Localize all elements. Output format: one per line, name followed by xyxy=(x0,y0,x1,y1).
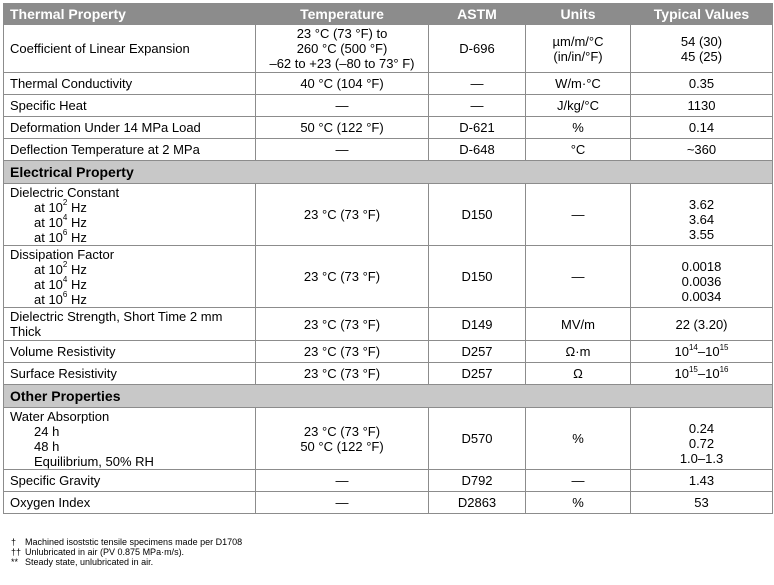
astm-cell: — xyxy=(429,73,526,95)
header-row xyxy=(4,4,773,25)
property-name: Specific Heat xyxy=(4,95,256,117)
value-cell: 0.14 xyxy=(631,117,773,139)
units-cell: — xyxy=(526,246,631,308)
table-row xyxy=(4,308,773,341)
units-cell: % xyxy=(526,408,631,470)
property-name: Specific Gravity xyxy=(4,470,256,492)
temperature-cell: — xyxy=(256,95,429,117)
astm-cell: D-696 xyxy=(429,25,526,73)
value-cell: 1130 xyxy=(631,95,773,117)
property-name: Dielectric Constant at $10^2$ Hz at $10^4$ Hz at $10^6$ Hz xyxy=(4,184,256,246)
value-cell: 0.24 0.72 1.0–1.3 xyxy=(631,408,773,470)
property-name: Thermal Conductivity xyxy=(4,73,256,95)
property-name: Surface Resistivity xyxy=(4,363,256,385)
table-row xyxy=(4,73,773,95)
property-name: Volume Resistivity xyxy=(4,341,256,363)
astm-cell: D150 xyxy=(429,184,526,246)
property-name: Oxygen Index xyxy=(4,492,256,514)
property-name: Deformation Under 14 MPa Load xyxy=(4,117,256,139)
units-cell: % xyxy=(526,492,631,514)
units-cell: µm/m/°C (in/in/°F) xyxy=(526,25,631,73)
units-cell: % xyxy=(526,117,631,139)
header-typical-values: Typical Values xyxy=(631,4,773,25)
units-cell: — xyxy=(526,184,631,246)
astm-cell: D150 xyxy=(429,246,526,308)
astm-cell: D257 xyxy=(429,341,526,363)
units-cell: °C xyxy=(526,139,631,161)
table-row xyxy=(4,363,773,385)
temperature-cell: 23 °C (73 °F) xyxy=(256,363,429,385)
table-row xyxy=(4,470,773,492)
header-thermal-property: Thermal Property xyxy=(4,4,256,25)
temperature-cell: 23 °C (73 °F) 50 °C (122 °F) xyxy=(256,408,429,470)
table-row xyxy=(4,341,773,363)
properties-table xyxy=(3,3,773,514)
header-units: Units xyxy=(526,4,631,25)
header-astm: ASTM xyxy=(429,4,526,25)
temperature-cell: 23 °C (73 °F) to 260 °C (500 °F) –62 to +23 (–80 to 73° F) xyxy=(256,25,429,73)
footnote: †† Unlubricated in air (PV 0.875 MPa·m/s). xyxy=(11,547,185,557)
footnote: ** Steady state, unlubricated in air. xyxy=(11,557,154,567)
section-title: Other Properties xyxy=(4,385,773,408)
table-row xyxy=(4,184,773,246)
table-row xyxy=(4,408,773,470)
property-name: Deflection Temperature at 2 MPa xyxy=(4,139,256,161)
property-name: Dissipation Factor at $10^2$ Hz at $10^4$ Hz at $10^6$ Hz xyxy=(4,246,256,308)
table-row xyxy=(4,139,773,161)
units-cell: Ω xyxy=(526,363,631,385)
units-cell: W/m·°C xyxy=(526,73,631,95)
footnotes xyxy=(11,537,242,567)
astm-cell: D2863 xyxy=(429,492,526,514)
astm-cell: D-648 xyxy=(429,139,526,161)
temperature-cell: 40 °C (104 °F) xyxy=(256,73,429,95)
value-cell: 22 (3.20) xyxy=(631,308,773,341)
value-cell: $10^{14}-10^{15}$ xyxy=(631,341,773,363)
temperature-cell: 23 °C (73 °F) xyxy=(256,308,429,341)
table-row xyxy=(4,246,773,308)
value-cell: ~360 xyxy=(631,139,773,161)
value-cell: $10^{15}-10^{16}$ xyxy=(631,363,773,385)
units-cell: MV/m xyxy=(526,308,631,341)
astm-cell: D257 xyxy=(429,363,526,385)
table-row xyxy=(4,117,773,139)
temperature-cell: — xyxy=(256,139,429,161)
temperature-cell: — xyxy=(256,470,429,492)
astm-cell: D792 xyxy=(429,470,526,492)
astm-cell: — xyxy=(429,95,526,117)
property-name: Water Absorption 24 h 48 h Equilibrium, 50% RH xyxy=(4,408,256,470)
temperature-cell: 23 °C (73 °F) xyxy=(256,184,429,246)
value-cell: 3.62 3.64 3.55 xyxy=(631,184,773,246)
value-cell: 0.35 xyxy=(631,73,773,95)
property-name: Dielectric Strength, Short Time 2 mm Thick xyxy=(4,308,256,341)
header-temperature: Temperature xyxy=(256,4,429,25)
table-row xyxy=(4,25,773,73)
value-cell: 54 (30) 45 (25) xyxy=(631,25,773,73)
astm-cell: D-621 xyxy=(429,117,526,139)
section-header-electrical xyxy=(4,161,773,184)
value-cell: 53 xyxy=(631,492,773,514)
temperature-cell: 23 °C (73 °F) xyxy=(256,341,429,363)
section-title: Electrical Property xyxy=(4,161,773,184)
temperature-cell: — xyxy=(256,492,429,514)
astm-cell: D149 xyxy=(429,308,526,341)
value-cell: 0.0018 0.0036 0.0034 xyxy=(631,246,773,308)
units-cell: Ω·m xyxy=(526,341,631,363)
temperature-cell: 50 °C (122 °F) xyxy=(256,117,429,139)
section-header-other xyxy=(4,385,773,408)
value-cell: 1.43 xyxy=(631,470,773,492)
units-cell: J/kg/°C xyxy=(526,95,631,117)
footnote: † Machined isoststic tensile specimens made per D1708 xyxy=(11,537,243,547)
temperature-cell: 23 °C (73 °F) xyxy=(256,246,429,308)
table-row xyxy=(4,492,773,514)
table-row xyxy=(4,95,773,117)
property-name: Coefficient of Linear Expansion xyxy=(4,25,256,73)
units-cell: — xyxy=(526,470,631,492)
astm-cell: D570 xyxy=(429,408,526,470)
